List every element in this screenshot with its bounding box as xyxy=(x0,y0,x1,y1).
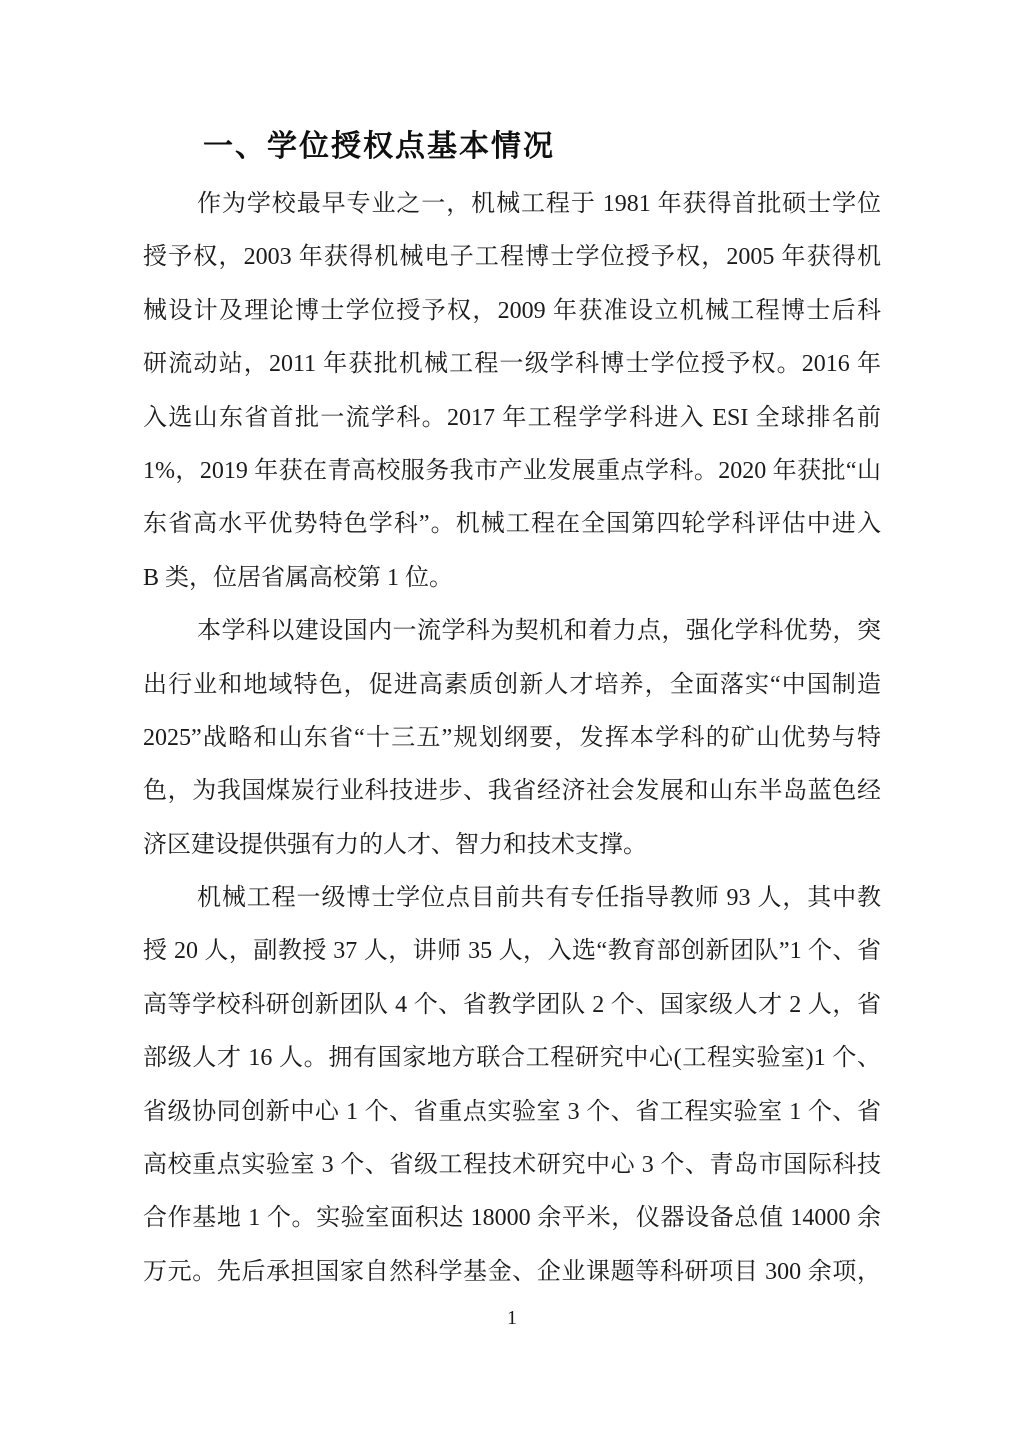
text-line: 授 20 人，副教授 37 人，讲师 35 人，入选“教育部创新团队”1 个、省 xyxy=(143,938,881,965)
text-line: 高等学校科研创新团队 4 个、省教学团队 2 个、国家级人才 2 人，省 xyxy=(143,991,881,1018)
text-line: 色，为我国煤炭行业科技进步、我省经济社会发展和山东半岛蓝色经 xyxy=(143,778,881,805)
section-heading: 一、学位授权点基本情况 xyxy=(203,130,555,163)
text-line: 授予权，2003 年获得机械电子工程博士学位授予权，2005 年获得机 xyxy=(143,244,881,271)
document-body xyxy=(143,178,881,1299)
page-number: 1 xyxy=(507,1307,517,1329)
paragraph xyxy=(143,605,881,872)
text-line: 济区建设提供强有力的人才、智力和技术支撑。 xyxy=(143,831,647,858)
paragraph xyxy=(143,178,881,605)
text-line: 万元。先后承担国家自然科学基金、企业课题等科研项目 300 余项， xyxy=(143,1258,881,1285)
text-line: 研流动站，2011 年获批机械工程一级学科博士学位授予权。2016 年 xyxy=(143,351,881,378)
text-line: 作为学校最早专业之一，机械工程于 1981 年获得首批硕士学位 xyxy=(197,191,881,217)
text-line: 合作基地 1 个。实验室面积达 18000 余平米，仪器设备总值 14000 余 xyxy=(143,1205,881,1232)
text-line: B 类，位居省属高校第 1 位。 xyxy=(143,564,454,591)
paragraph xyxy=(143,872,881,1299)
text-line: 省级协同创新中心 1 个、省重点实验室 3 个、省工程实验室 1 个、省 xyxy=(143,1098,881,1125)
text-line: 高校重点实验室 3 个、省级工程技术研究中心 3 个、青岛市国际科技 xyxy=(143,1152,881,1179)
text-line: 械设计及理论博士学位授予权，2009 年获准设立机械工程博士后科 xyxy=(143,297,881,324)
text-line: 1%，2019 年获在青高校服务我市产业发展重点学科。2020 年获批“山 xyxy=(143,457,881,484)
text-line: 机械工程一级博士学位点目前共有专任指导教师 93 人，其中教 xyxy=(197,885,881,912)
text-line: 部级人才 16 人。拥有国家地方联合工程研究中心(工程实验室)1 个、 xyxy=(143,1045,881,1072)
text-line: 东省高水平优势特色学科”。机械工程在全国第四轮学科评估中进入 xyxy=(143,511,881,538)
text-line: 本学科以建设国内一流学科为契机和着力点，强化学科优势，突 xyxy=(197,618,881,645)
text-line: 2025”战略和山东省“十三五”规划纲要，发挥本学科的矿山优势与特 xyxy=(143,724,881,751)
text-line: 入选山东省首批一流学科。2017 年工程学学科进入 ESI 全球排名前 xyxy=(143,404,881,431)
text-line: 出行业和地域特色，促进高素质创新人才培养，全面落实“中国制造 xyxy=(143,671,881,698)
